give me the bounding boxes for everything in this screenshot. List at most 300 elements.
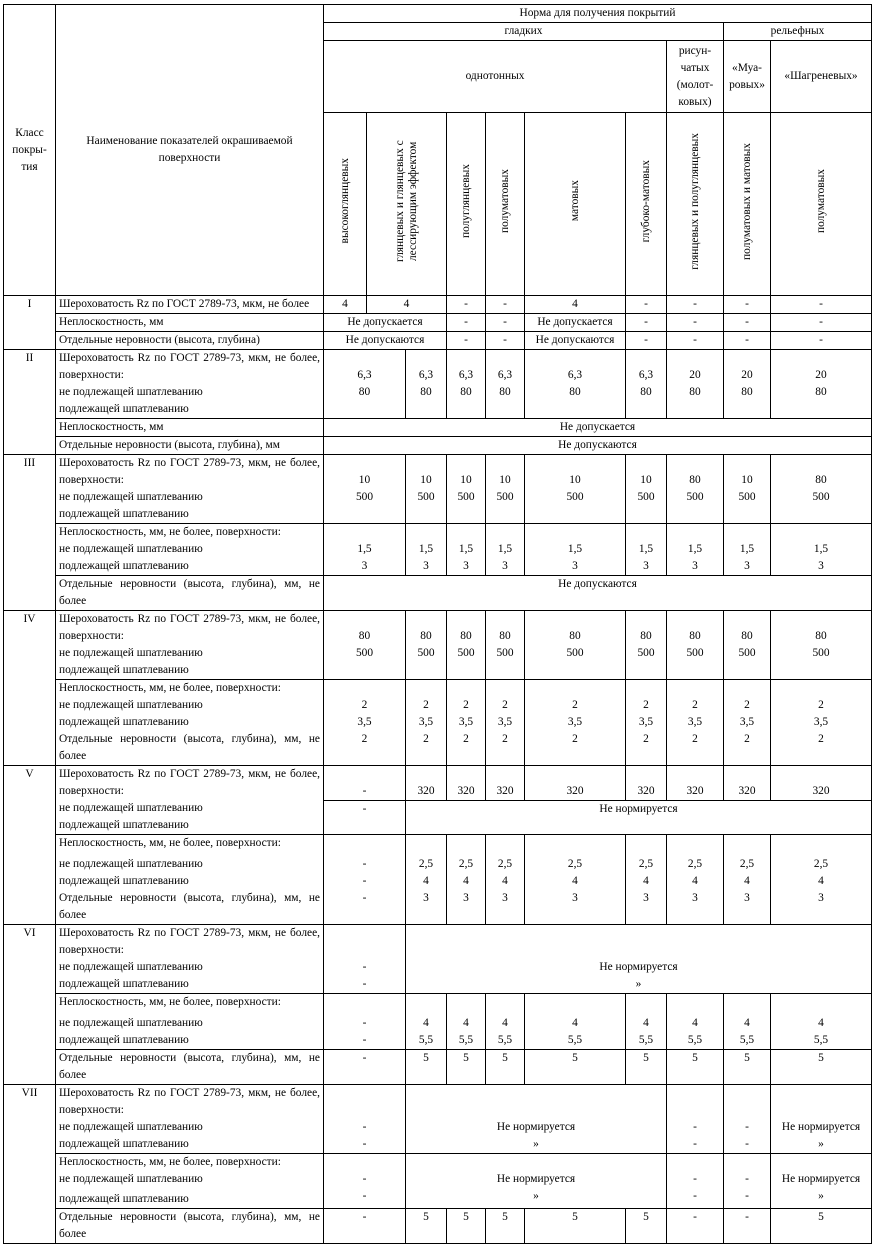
cell-value: [626, 994, 667, 1050]
cell-value: [626, 835, 667, 925]
cell-line: 2: [502, 699, 508, 711]
cell-line: 2: [361, 733, 368, 745]
cell-value: -: [626, 296, 667, 314]
cell-line: 4: [643, 875, 649, 887]
cell-line: 5,5: [813, 1034, 829, 1046]
cell-value: -: [324, 1209, 406, 1244]
cell-line: 500: [496, 491, 514, 503]
cell-line: 10: [358, 474, 371, 486]
cell-line: 3,5: [497, 716, 513, 728]
cell-line: 3: [463, 560, 469, 572]
cell-line: 3: [572, 560, 578, 572]
cell-line: 3: [818, 560, 824, 572]
cell-line: 80: [569, 386, 581, 398]
cell-line: 6,3: [357, 369, 372, 381]
cell-value: -: [324, 1050, 406, 1085]
cell-value: [724, 835, 771, 925]
cell-line: 6,3: [638, 369, 654, 381]
cell-value: 5: [771, 1209, 872, 1244]
cell-line: 10: [640, 474, 652, 486]
table-row: [4, 1154, 872, 1209]
table-row: [4, 766, 872, 801]
cell-value: [771, 524, 872, 576]
cell-line: 2: [572, 733, 578, 745]
cell-line: -: [362, 1017, 367, 1029]
cell-value: [447, 994, 486, 1050]
cell-line: 80: [741, 630, 753, 642]
cell-value: 320: [486, 766, 525, 801]
cell-line: 10: [569, 474, 581, 486]
row-label: Шероховатость Rz по ГОСТ 2789-73, мкм, не более, поверхности: не подлежащей шпатлеванию подлежащей шпатлеванию: [56, 455, 324, 524]
cell-line: 4: [643, 1017, 649, 1029]
cell-line: 80: [499, 630, 511, 642]
cell-line: 2,5: [418, 858, 434, 870]
row-label: Отдельные неровности (высота, глубина), мм, не более: [56, 1050, 324, 1085]
cell-value: 5: [626, 1209, 667, 1244]
cell-value: - -: [724, 1154, 771, 1209]
cell-value: Не допускаются: [324, 332, 447, 350]
cell-value: [324, 350, 406, 419]
row-label: Неплоскостность, мм: [56, 419, 324, 437]
cell-value: -: [667, 332, 724, 350]
single-tone-header: однотонных: [324, 41, 667, 113]
cell-value: [771, 350, 872, 419]
cell-value: - -: [667, 1085, 724, 1154]
cell-line: 3,5: [357, 716, 372, 728]
class-label: III: [4, 455, 56, 611]
cell-line: -: [362, 875, 367, 887]
cell-line: 80: [499, 386, 511, 398]
cell-line: 80: [569, 630, 581, 642]
cell-line: 2: [692, 699, 698, 711]
cell-value: 5: [626, 1050, 667, 1085]
cell-line: 4: [692, 875, 698, 887]
cell-value: 5: [525, 1050, 626, 1085]
cell-value: -: [486, 314, 525, 332]
cell-value: [771, 455, 872, 524]
col-semi-gloss: полуглянцевых: [447, 113, 486, 296]
cell-value: -: [486, 296, 525, 314]
cell-line: 3,5: [567, 716, 583, 728]
smooth-header: гладких: [324, 23, 724, 41]
cell-value: 5: [447, 1050, 486, 1085]
cell-value: [447, 350, 486, 419]
cell-line: 5,5: [687, 1034, 703, 1046]
cell-value: 320: [724, 766, 771, 801]
cell-value: 320: [771, 766, 872, 801]
cell-line: 500: [812, 491, 830, 503]
cell-value: -: [324, 800, 406, 835]
cell-line: 4: [744, 1017, 750, 1029]
cell-line: 2,5: [813, 858, 829, 870]
class-label: VI: [4, 925, 56, 1085]
cell-line: 2: [818, 699, 824, 711]
cell-line: 20: [741, 369, 753, 381]
indicator-header: Наименование показателей окрашиваемой поверхности: [56, 5, 324, 296]
cell-line: 4: [818, 875, 824, 887]
cell-line: 500: [686, 491, 704, 503]
cell-value: -: [667, 296, 724, 314]
cell-value: -: [447, 314, 486, 332]
cell-value: Не нормируется »: [406, 1154, 667, 1209]
cell-line: 1,5: [739, 543, 755, 555]
cell-value: 5: [771, 1050, 872, 1085]
cell-line: 3,5: [458, 716, 474, 728]
cell-value: 5: [447, 1209, 486, 1244]
cell-value: -: [667, 1209, 724, 1244]
cell-value: [667, 455, 724, 524]
cell-line: 1,5: [687, 543, 703, 555]
cell-value: - -: [724, 1085, 771, 1154]
cell-line: 500: [637, 491, 655, 503]
cell-line: 20: [815, 369, 827, 381]
cell-value: [724, 455, 771, 524]
cell-value: [486, 350, 525, 419]
cell-line: 80: [460, 386, 472, 398]
row-label: Неплоскостность, мм, не более, поверхности: не подлежащей шпатлеванию подлежащей шпатлеванию: [56, 1154, 324, 1209]
table-row: [4, 1209, 872, 1244]
cell-value: 5: [486, 1050, 525, 1085]
cell-line: 2: [818, 733, 824, 745]
cell-value: Не допускается: [324, 419, 872, 437]
table-row: [4, 314, 872, 332]
cell-line: 80: [358, 386, 371, 398]
cell-value: [525, 611, 626, 680]
cell-line: 2,5: [497, 858, 513, 870]
cell-line: 2: [572, 699, 578, 711]
cell-line: 80: [460, 630, 472, 642]
cell-line: 6,3: [418, 369, 434, 381]
cell-value: [406, 994, 447, 1050]
cell-line: 2: [423, 733, 429, 745]
col-shagreen-semi-matte: полуматовых: [771, 113, 872, 296]
cell-value: -: [771, 296, 872, 314]
cell-line: 80: [815, 386, 827, 398]
class-label: VII: [4, 1085, 56, 1244]
class-label: IV: [4, 611, 56, 766]
cell-value: [667, 994, 724, 1050]
cell-line: 4: [463, 875, 469, 887]
cell-value: [406, 680, 447, 766]
moire-header: «Муа-ровых»: [724, 41, 771, 113]
cell-value: [525, 835, 626, 925]
cell-value: [724, 350, 771, 419]
cell-line: 3: [744, 560, 750, 572]
cell-line: 3,5: [418, 716, 434, 728]
cell-line: 3: [643, 892, 649, 904]
cell-value: -: [724, 332, 771, 350]
cell-value: [525, 455, 626, 524]
cell-value: [771, 680, 872, 766]
cell-line: 80: [689, 474, 701, 486]
class-label: II: [4, 350, 56, 455]
cell-value: Не нормируется »: [406, 1085, 667, 1154]
cell-value: [447, 611, 486, 680]
cell-line: 3: [643, 560, 649, 572]
col-deep-matte: глубоко-матовых: [626, 113, 667, 296]
cell-value: -: [324, 766, 406, 801]
cell-line: 2,5: [458, 858, 474, 870]
coating-norms-table: [3, 4, 872, 1244]
cell-value: - -: [324, 925, 406, 994]
cell-value: 5: [724, 1050, 771, 1085]
row-label: Шероховатость Rz по ГОСТ 2789-73, мкм, не более, поверхности: не подлежащей шпатлеванию подлежащей шпатлеванию: [56, 350, 324, 419]
class-label: I: [4, 296, 56, 350]
cell-value: [525, 680, 626, 766]
table-row: [4, 524, 872, 576]
cell-value: [406, 350, 447, 419]
cell-value: [667, 611, 724, 680]
cell-value: Не допускается: [324, 314, 447, 332]
cell-line: 5,5: [638, 1034, 654, 1046]
cell-value: [667, 680, 724, 766]
cell-line: 3,5: [813, 716, 829, 728]
cell-line: 80: [741, 386, 753, 398]
cell-line: 6,3: [567, 369, 583, 381]
cell-line: 2,5: [638, 858, 654, 870]
cell-value: -: [724, 314, 771, 332]
cell-value: - -: [324, 1085, 406, 1154]
cell-line: 5,5: [739, 1034, 755, 1046]
cell-line: 500: [738, 647, 756, 659]
table-row: [4, 350, 872, 419]
cell-line: 500: [496, 647, 514, 659]
class-header: Класс покры-тия: [4, 5, 56, 296]
col-matte: матовых: [525, 113, 626, 296]
row-label: Неплоскостность, мм, не более, поверхности: не подлежащей шпатлеванию подлежащей шпатлеванию: [56, 524, 324, 576]
cell-value: [486, 524, 525, 576]
col-semi-matte: полуматовых: [486, 113, 525, 296]
cell-value: [724, 994, 771, 1050]
cell-line: -: [362, 858, 367, 870]
row-label: Шероховатость Rz по ГОСТ 2789-73, мкм, не более: [56, 296, 324, 314]
cell-value: Не нормируется »: [406, 925, 872, 994]
cell-line: 3: [692, 892, 698, 904]
cell-value: -: [486, 332, 525, 350]
cell-line: 2: [643, 699, 649, 711]
shagreen-header: «Шагреневых»: [771, 41, 872, 113]
class-label: V: [4, 766, 56, 925]
cell-line: 3,5: [638, 716, 654, 728]
cell-line: 4: [502, 1017, 508, 1029]
cell-line: 1,5: [567, 543, 583, 555]
cell-value: [324, 680, 406, 766]
cell-line: 2,5: [567, 858, 583, 870]
cell-line: 80: [358, 630, 371, 642]
cell-line: 1,5: [813, 543, 829, 555]
cell-line: 3: [572, 892, 578, 904]
cell-line: 10: [741, 474, 753, 486]
cell-value: 5: [486, 1209, 525, 1244]
cell-line: 80: [815, 474, 827, 486]
cell-line: 2: [463, 733, 469, 745]
cell-line: 5,5: [567, 1034, 583, 1046]
cell-value: [447, 455, 486, 524]
cell-line: 2: [744, 699, 750, 711]
table-row: [4, 455, 872, 524]
cell-value: 5: [667, 1050, 724, 1085]
patterned-header: рисун-чатых (молот-ковых): [667, 41, 724, 113]
table-row: [4, 925, 872, 994]
cell-line: 6,3: [497, 369, 513, 381]
row-label: Неплоскостность, мм: [56, 314, 324, 332]
cell-line: 3,5: [739, 716, 755, 728]
row-label: Неплоскостность, мм, не более, поверхности: не подлежащей шпатлеванию подлежащей шпатлеванию: [56, 994, 324, 1050]
cell-value: Не нормируется »: [771, 1154, 872, 1209]
cell-value: [324, 524, 406, 576]
row-label: Отдельные неровности (высота, глубина): [56, 332, 324, 350]
cell-line: 500: [355, 647, 374, 659]
cell-value: 320: [525, 766, 626, 801]
relief-header: рельефных: [724, 23, 872, 41]
cell-value: [447, 680, 486, 766]
table-row: [4, 994, 872, 1050]
cell-value: [486, 835, 525, 925]
cell-value: [525, 524, 626, 576]
cell-value: [447, 835, 486, 925]
cell-value: Не допускаются: [525, 332, 626, 350]
cell-value: Не нормируется »: [771, 1085, 872, 1154]
cell-value: [324, 835, 406, 925]
cell-value: Не нормируется: [406, 800, 872, 835]
row-label: Шероховатость Rz по ГОСТ 2789-73, мкм, не более, поверхности: не подлежащей шпатлеванию подлежащей шпатлеванию: [56, 611, 324, 680]
cell-value: 320: [447, 766, 486, 801]
cell-value: 5: [406, 1209, 447, 1244]
cell-line: 80: [689, 630, 701, 642]
cell-line: 3: [423, 560, 429, 572]
row-label: Отдельные неровности (высота, глубина), мм, не более: [56, 1209, 324, 1244]
cell-value: 4: [324, 296, 367, 314]
cell-line: 2: [463, 699, 469, 711]
cell-value: [525, 994, 626, 1050]
cell-value: [324, 455, 406, 524]
cell-value: 320: [667, 766, 724, 801]
table-row: [4, 680, 872, 766]
cell-line: 1,5: [497, 543, 513, 555]
table-row: [4, 296, 872, 314]
cell-line: -: [362, 1034, 367, 1046]
cell-line: 2: [643, 733, 649, 745]
cell-value: [486, 994, 525, 1050]
table-row: [4, 419, 872, 437]
cell-line: 80: [640, 386, 652, 398]
cell-line: 500: [457, 491, 475, 503]
cell-line: 3: [692, 560, 698, 572]
cell-line: 500: [457, 647, 475, 659]
cell-value: 320: [626, 766, 667, 801]
table-row: [4, 835, 872, 925]
cell-line: 4: [744, 875, 750, 887]
cell-line: 3: [463, 892, 469, 904]
table-row: [4, 437, 872, 455]
cell-value: [406, 835, 447, 925]
cell-value: [324, 994, 406, 1050]
cell-line: 2: [502, 733, 508, 745]
cell-line: 500: [355, 491, 374, 503]
cell-value: Не допускаются: [324, 576, 872, 611]
cell-line: 20: [689, 369, 701, 381]
cell-value: [724, 611, 771, 680]
cell-value: [626, 611, 667, 680]
cell-line: 5,5: [497, 1034, 513, 1046]
cell-line: 3: [361, 560, 368, 572]
cell-value: [486, 455, 525, 524]
cell-value: [667, 835, 724, 925]
cell-value: [486, 611, 525, 680]
cell-line: -: [362, 892, 367, 904]
table-row: [4, 332, 872, 350]
cell-value: [626, 524, 667, 576]
cell-line: 4: [423, 1017, 429, 1029]
cell-line: 10: [420, 474, 432, 486]
row-label: Неплоскостность, мм, не более, поверхности: не подлежащей шпатлеванию подлежащей шпатлеванию Отдельные неровности (высота, глубина), мм, не более: [56, 835, 324, 925]
cell-value: 320: [406, 766, 447, 801]
cell-line: 4: [572, 875, 578, 887]
cell-line: 500: [566, 647, 584, 659]
cell-line: 3: [502, 560, 508, 572]
col-high-gloss: высокоглянцевых: [324, 113, 367, 296]
cell-value: [724, 524, 771, 576]
cell-value: [626, 680, 667, 766]
cell-line: 1,5: [418, 543, 434, 555]
cell-value: [771, 611, 872, 680]
cell-line: 1,5: [357, 543, 372, 555]
cell-value: -: [771, 314, 872, 332]
cell-value: - -: [667, 1154, 724, 1209]
cell-line: 4: [572, 1017, 578, 1029]
cell-value: [525, 350, 626, 419]
row-label: Шероховатость Rz по ГОСТ 2789-73, мкм, не более, поверхности: не подлежащей шпатлеванию подлежащей шпатлеванию: [56, 925, 324, 994]
cell-value: 4: [367, 296, 447, 314]
table-row: [4, 611, 872, 680]
cell-value: [406, 611, 447, 680]
cell-value: [724, 680, 771, 766]
cell-value: -: [724, 296, 771, 314]
cell-line: 4: [692, 1017, 698, 1029]
cell-line: 2,5: [739, 858, 755, 870]
cell-line: 5,5: [458, 1034, 474, 1046]
cell-line: 1,5: [458, 543, 474, 555]
cell-value: -: [626, 314, 667, 332]
row-label: Шероховатость Rz по ГОСТ 2789-73, мкм, не более, поверхности: не подлежащей шпатлеванию подлежащей шпатлеванию: [56, 766, 324, 835]
cell-line: 4: [463, 1017, 469, 1029]
cell-value: [486, 680, 525, 766]
row-label: Неплоскостность, мм, не более, поверхности: не подлежащей шпатлеванию подлежащей шпатлеванию Отдельные неровности (высота, глубина), мм, не более: [56, 680, 324, 766]
cell-value: -: [724, 1209, 771, 1244]
cell-line: 3: [423, 892, 429, 904]
cell-value: - -: [324, 1154, 406, 1209]
cell-value: [324, 611, 406, 680]
cell-value: 5: [525, 1209, 626, 1244]
cell-line: 4: [423, 875, 429, 887]
cell-value: [771, 835, 872, 925]
cell-line: 6,3: [458, 369, 474, 381]
col-moire-matte: полуматовых и матовых: [724, 113, 771, 296]
cell-line: 80: [689, 386, 701, 398]
cell-line: 4: [502, 875, 508, 887]
cell-line: 500: [738, 491, 756, 503]
cell-value: [667, 524, 724, 576]
cell-line: 500: [566, 491, 584, 503]
cell-value: 5: [406, 1050, 447, 1085]
cell-line: 1,5: [638, 543, 654, 555]
cell-line: 2: [744, 733, 750, 745]
cell-line: 2: [361, 699, 368, 711]
cell-value: Не допускаются: [324, 437, 872, 455]
norm-header: Норма для получения покрытий: [324, 5, 872, 23]
cell-value: [406, 524, 447, 576]
table-row: [4, 1050, 872, 1085]
